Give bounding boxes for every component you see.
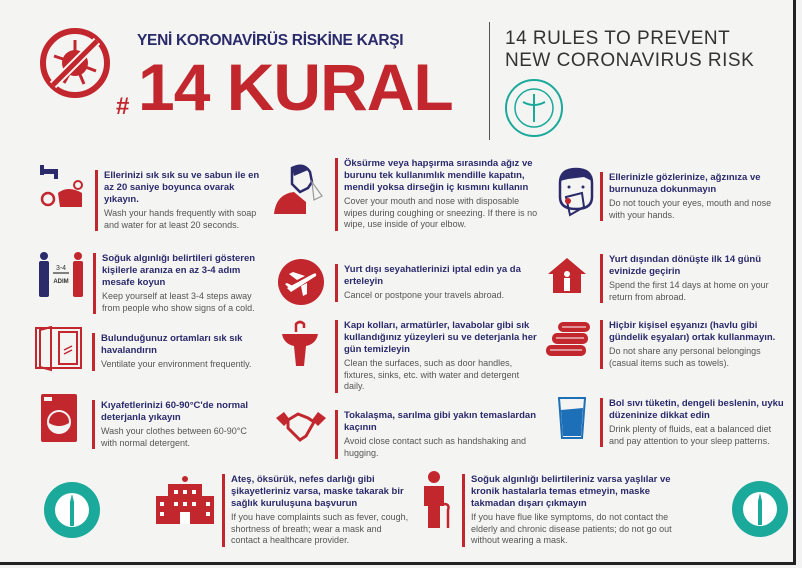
rule-11-tr: Hiçbir kişisel eşyanızı (havlu gibi gündelik eşyaları) ortak kullanmayın. [609, 320, 776, 343]
ministry-seal-icon [503, 78, 565, 138]
washing-machine-icon [40, 393, 78, 443]
uskudar-logo-left [42, 480, 102, 540]
english-title [505, 28, 754, 72]
distance-icon [38, 251, 84, 299]
header-hash: # [116, 93, 130, 120]
rule-12 [600, 398, 785, 447]
rule-5-en: Cover your mouth and nose with disposable wipes during coughing or sneezing. If there is no wipe, use inside of your elbow. [344, 196, 538, 229]
rule-2 [93, 253, 265, 314]
rule-14 [462, 474, 677, 547]
handshake-icon [276, 410, 326, 442]
rule-10-tr: Yurt dışından dönüşte ilk 14 günü evinizde geçirin [609, 254, 762, 277]
rule-5-tr: Öksürme veya hapşırma sırasında ağız ve burunu tek kullanımlık mendille kapatın, mendil yoksa dirseğin iç kısmını kullanın [344, 158, 533, 193]
uskudar-logo-right [730, 478, 790, 540]
header-title: 14 KURAL [138, 50, 453, 124]
rule-14-tr: Soğuk algınlığı belirtileriniz varsa yaşlılar ve kronik hastalarla temas etmeyin, maske takmadan dışarı çıkmayın [471, 474, 671, 509]
rule-10-en: Spend the first 14 days at home on your return from abroad. [609, 280, 769, 302]
face-touch-icon [556, 167, 596, 221]
english-title-line1: 14 RULES TO PREVENT [505, 28, 731, 49]
sneeze-icon [274, 162, 326, 214]
rule-8-en: Avoid close contact such as handshaking and hugging. [344, 436, 526, 458]
towels-icon [544, 320, 594, 358]
rule-3 [92, 333, 264, 371]
hospital-icon [154, 474, 216, 524]
header-subtitle: YENİ KORONAVİRÜS RİSKİNE KARŞI [137, 32, 404, 49]
rule-3-tr: Bulunduğunuz ortamları sık sık havalandırın [101, 333, 243, 356]
home-icon [547, 256, 587, 294]
rule-2-tr: Soğuk algınlığı belirtileri gösteren kişilerle aranıza en az 3-4 adım mesafe koyun [102, 253, 256, 288]
rule-1 [95, 170, 265, 231]
rule-10 [600, 254, 785, 303]
rule-13-tr: Ateş, öksürük, nefes darlığı gibi şikayetleriniz varsa, maske takarak bir sağlık kuruluşuna başvurun [231, 474, 404, 509]
rule-13-en: If you have complaints such as fever, cough, shortness of breath; wear a mask and contact a healthcare provider. [231, 512, 409, 545]
rule-1-tr: Ellerinizi sık sık su ve sabun ile en az 20 saniye boyunca ovarak yıkayın. [104, 170, 260, 205]
rule-1-en: Wash your hands frequently with soap and water for at least 20 seconds. [104, 208, 257, 230]
rule-9 [600, 172, 785, 221]
rule-14-en: If you have flue like symptoms, do not contact the elderly and chronic disease patients; do not go out without wearing a mask. [471, 512, 672, 545]
handwash-icon [38, 165, 88, 215]
rule-3-en: Ventilate your environment frequently. [101, 359, 252, 369]
rule-12-en: Drink plenty of fluids, eat a balanced diet and pay attention to your sleep patterns. [609, 424, 772, 446]
rule-8 [335, 410, 540, 459]
rule-6-en: Cancel or postpone your travels abroad. [344, 290, 505, 300]
rule-12-tr: Bol sıvı tüketin, dengeli beslenin, uyku düzeninize dikkat edin [609, 398, 784, 421]
water-glass-icon [557, 396, 587, 440]
rule-8-tr: Tokalaşma, sarılma gibi yakın temaslardan kaçının [344, 410, 537, 433]
english-title-line2: NEW CORONAVIRUS RISK [505, 50, 755, 71]
rule-4 [92, 400, 264, 449]
rule-11 [600, 320, 785, 369]
rule-9-tr: Ellerinizle gözlerinize, ağzınıza ve burnunuza dokunmayın [609, 172, 761, 195]
rule-11-en: Do not share any personal belongings (casual items such as towels). [609, 346, 761, 368]
rule-7-tr: Kapı kolları, armatürler, lavabolar gibi sık kullandığınız yüzeyleri su ve deterjanla her gün temizleyin [344, 320, 537, 355]
elderly-icon [420, 470, 452, 530]
window-icon [35, 326, 83, 372]
distance-label-top: 3-4 [55, 265, 67, 272]
rule-5 [335, 158, 540, 231]
rule-4-tr: Kıyafetlerinizi 60-90°C'de normal deterjanla yıkayın [101, 400, 249, 423]
rule-4-en: Wash your clothes between 60-90°C with normal detergent. [101, 426, 247, 448]
rule-13 [222, 474, 412, 547]
rule-7 [335, 320, 540, 393]
sink-icon [280, 318, 320, 368]
rule-9-en: Do not touch your eyes, mouth and nose with your hands. [609, 198, 772, 220]
no-virus-icon [38, 26, 112, 100]
header-divider [489, 22, 490, 140]
distance-label-bottom: ADIM [53, 279, 69, 285]
rule-7-en: Clean the surfaces, such as door handles, fixtures, sinks, etc. with water and detergent daily. [344, 358, 520, 391]
rule-2-en: Keep yourself at least 3-4 steps away from people who show signs of a cold. [102, 291, 255, 313]
airplane-icon [277, 258, 325, 306]
rule-6 [335, 264, 540, 302]
rule-6-tr: Yurt dışı seyahatlerinizi iptal edin ya da erteleyin [344, 264, 521, 287]
